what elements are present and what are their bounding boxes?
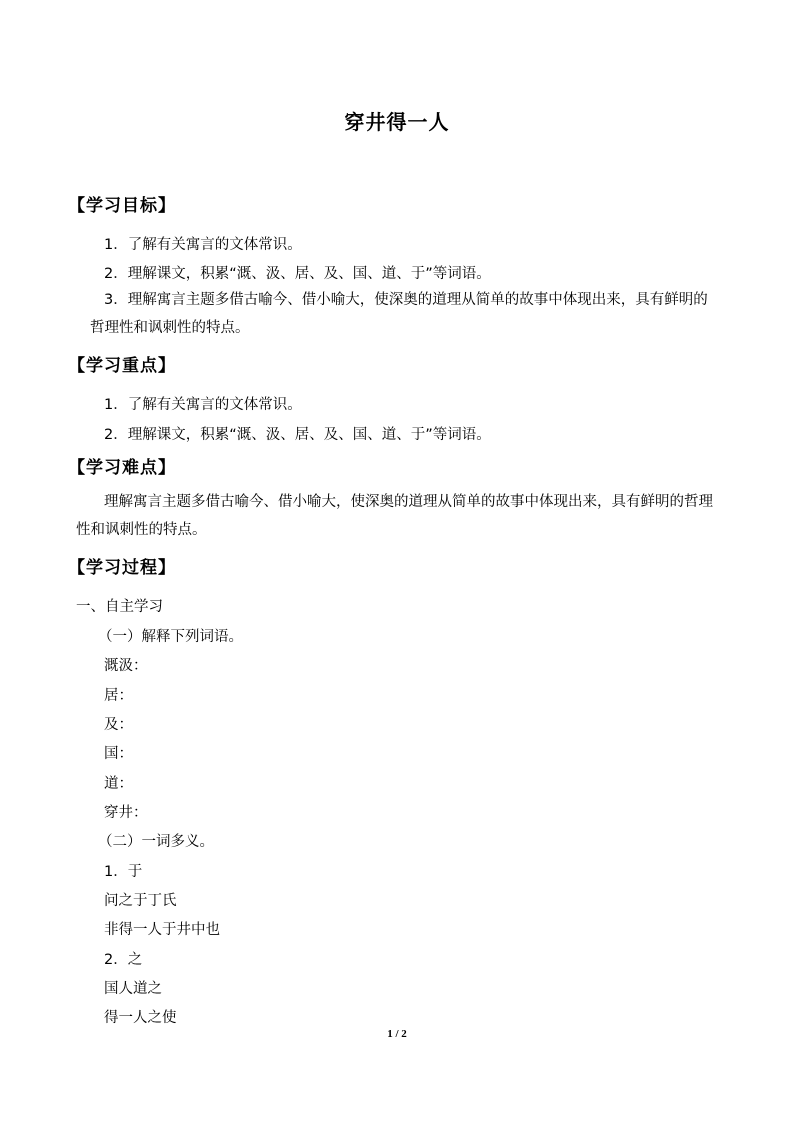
objective-item-3: 3．理解寓言主题多借古喻今、借小喻大，使深奥的道理从简单的故事中体现出来，具有鲜明的哲理性和讽刺性的特点。	[90, 292, 708, 336]
term-item: 及：	[104, 717, 133, 733]
key-point-item-1: 1．了解有关寓言的文体常识。	[104, 397, 302, 413]
objective-item-2: 2．理解课文，积累“溉、汲、居、及、国、道、于”等词语。	[104, 266, 491, 282]
polysemy-word: 2．之	[104, 952, 143, 968]
section-heading-objectives: 【学习目标】	[68, 196, 176, 216]
term-item: 居：	[104, 688, 133, 704]
key-point-item-2: 2．理解课文，积累“溉、汲、居、及、国、道、于”等词语。	[104, 427, 491, 443]
section-heading-difficulties: 【学习难点】	[68, 458, 176, 478]
term-item: 国：	[104, 746, 133, 762]
section-heading-key-points: 【学习重点】	[68, 356, 176, 376]
polysemy-example: 问之于丁氏	[104, 893, 177, 909]
page-number: 1 / 2	[387, 1028, 407, 1040]
polysemy-example: 国人道之	[104, 981, 162, 997]
term-item: 溉汲：	[104, 658, 148, 674]
process-part-1: 一、自主学习	[76, 599, 163, 615]
objective-item-1: 1．了解有关寓言的文体常识。	[104, 237, 302, 253]
polysemy-example: 非得一人于井中也	[104, 922, 220, 938]
process-sub-1: （一）解释下列词语。	[98, 629, 243, 645]
polysemy-example: 得一人之使	[104, 1010, 177, 1026]
difficulties-text: 理解寓言主题多借古喻今、借小喻大，使深奥的道理从简单的故事中体现出来，具有鲜明的哲理性和讽刺性的特点。	[76, 494, 713, 538]
process-sub-2: （二）一词多义。	[98, 834, 214, 850]
polysemy-word: 1．于	[104, 864, 143, 880]
term-item: 道：	[104, 776, 133, 792]
section-heading-process: 【学习过程】	[68, 558, 176, 578]
term-item: 穿井：	[104, 805, 148, 821]
page-title: 穿井得一人	[344, 110, 450, 134]
